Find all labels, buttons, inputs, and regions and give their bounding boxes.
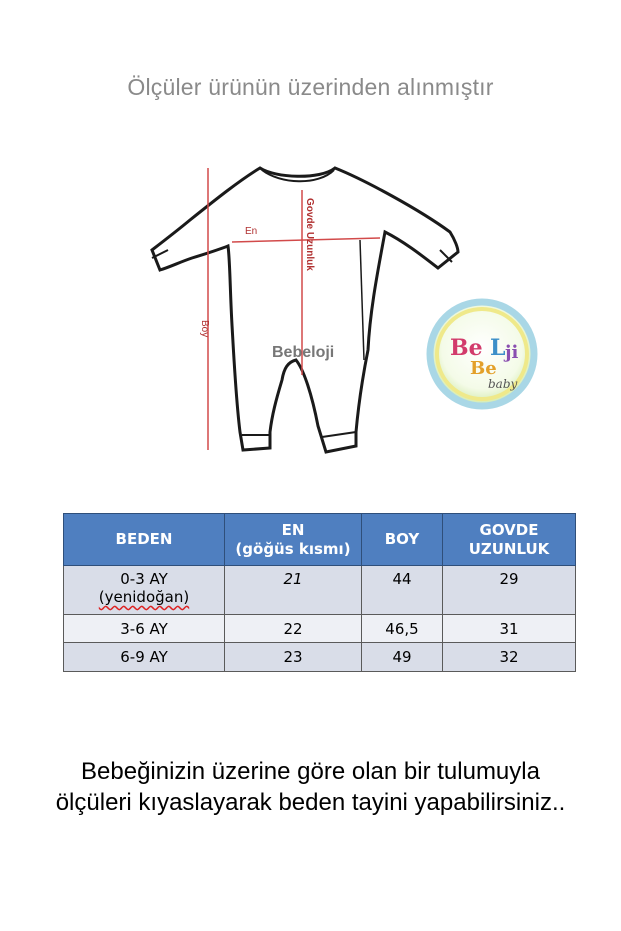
logo-l: L	[490, 335, 506, 361]
header-body-length: GOVDE UZUNLUK	[443, 514, 576, 566]
cell-length: 46,5	[362, 615, 443, 643]
logo-be: Be	[450, 335, 483, 361]
cell-size: 6-9 AY	[64, 643, 225, 672]
width-label: En	[245, 226, 258, 237]
table-row	[64, 615, 576, 643]
cell-width: 21	[225, 566, 362, 615]
cell-size: 0-3 AY (yenidoğan)	[64, 566, 225, 615]
logo-be2: Be	[470, 358, 497, 379]
cell-width: 22	[225, 615, 362, 643]
header-length: BOY	[362, 514, 443, 566]
watermark: Bebeloji	[272, 344, 335, 361]
logo-baby: baby	[488, 377, 518, 391]
header-width: EN (göğüs kısmı)	[225, 514, 362, 566]
table-row	[64, 643, 576, 672]
body-length-label: Govde Uzunluk	[304, 198, 315, 271]
table-header-row	[64, 514, 576, 566]
brand-logo	[430, 302, 534, 406]
cell-body-length: 31	[443, 615, 576, 643]
leg-cuff-right	[322, 432, 356, 437]
size-note: (yenidoğan)	[98, 588, 190, 606]
sizing-note-line-2: ölçüleri kıyaslayarak beden tayini yapabilirsiniz..	[55, 789, 566, 816]
header-size: BEDEN	[64, 514, 225, 566]
cell-width: 23	[225, 643, 362, 672]
page-heading: Ölçüler ürünün üzerinden alınmıştır	[127, 74, 494, 100]
cell-length: 49	[362, 643, 443, 672]
cell-body-length: 29	[443, 566, 576, 615]
logo-ji: ji	[505, 342, 519, 363]
size-table	[63, 513, 576, 672]
cell-size: 3-6 AY	[64, 615, 225, 643]
cell-body-length: 32	[443, 643, 576, 672]
length-label: Boy	[199, 320, 210, 338]
romper-placket	[360, 240, 364, 360]
table-row	[64, 566, 576, 615]
sizing-note-line-1: Bebeğinizin üzerine göre olan bir tulumuyla	[81, 758, 540, 785]
sizing-note	[0, 756, 621, 818]
romper-diagram	[0, 150, 621, 480]
cell-length: 44	[362, 566, 443, 615]
